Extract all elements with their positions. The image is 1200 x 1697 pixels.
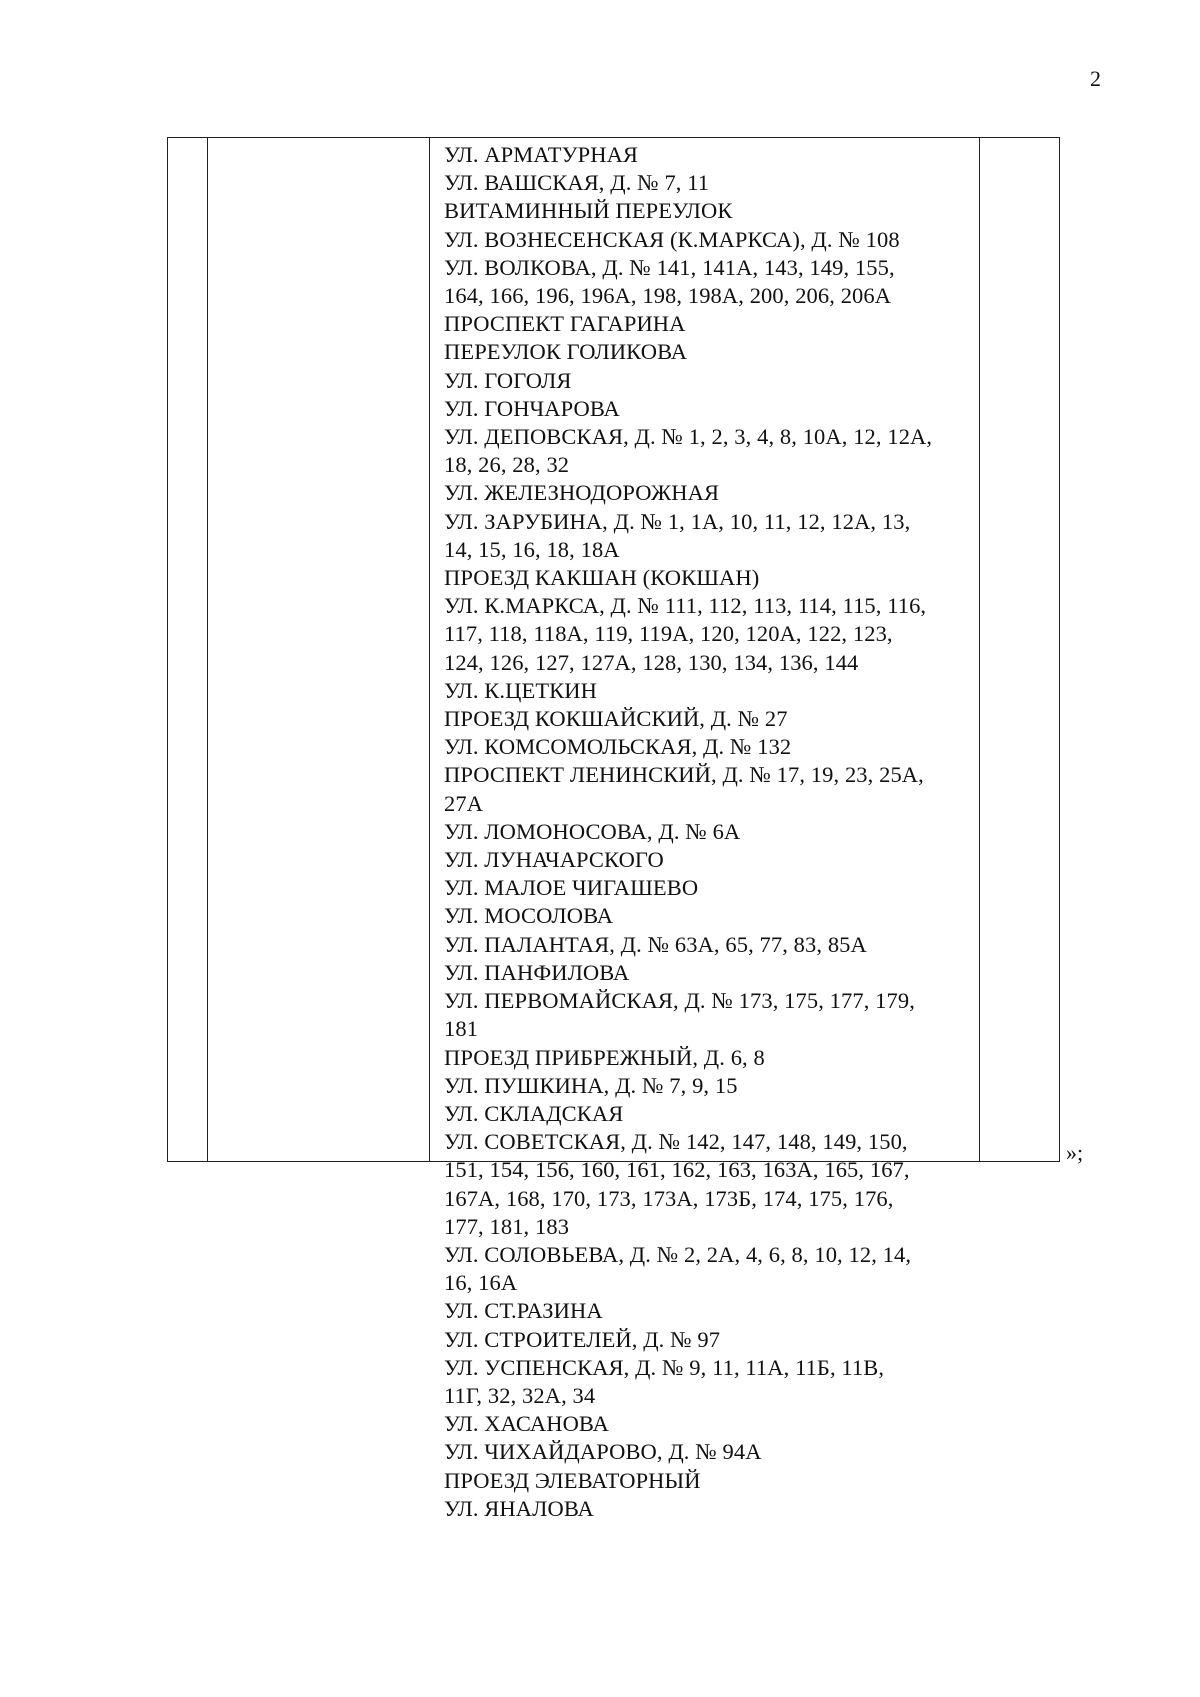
address-line: УЛ. ВОЗНЕСЕНСКАЯ (К.МАРКСА), Д. № 108 <box>444 226 900 252</box>
address-line: УЛ. ЖЕЛЕЗНОДОРОЖНАЯ <box>444 480 720 506</box>
address-line: ПЕРЕУЛОК ГОЛИКОВА <box>444 339 688 365</box>
address-line: УЛ. ГОНЧАРОВА <box>444 395 620 421</box>
address-line: УЛ. ВОЛКОВА, Д. № 141, 141А, 143, 149, 155, <box>444 254 895 280</box>
address-line: УЛ. СОВЕТСКАЯ, Д. № 142, 147, 148, 149, 150, <box>444 1129 908 1155</box>
address-line: УЛ. ЛОМОНОСОВА, Д. № 6А <box>444 818 741 844</box>
address-line: УЛ. СКЛАДСКАЯ <box>444 1100 624 1126</box>
address-line: ПРОЕЗД ЭЛЕВАТОРНЫЙ <box>444 1467 701 1493</box>
address-line: 117, 118, 118А, 119, 119А, 120, 120А, 122, 123, <box>444 621 893 647</box>
address-line: 167А, 168, 170, 173, 173А, 173Б, 174, 175, 176, <box>444 1185 894 1211</box>
address-line: 27А <box>444 790 484 816</box>
address-line: УЛ. ЧИХАЙДАРОВО, Д. № 94А <box>444 1439 762 1465</box>
address-line: 124, 126, 127, 127А, 128, 130, 134, 136, 144 <box>444 649 859 675</box>
address-table <box>167 137 1060 1521</box>
address-line: 164, 166, 196, 196А, 198, 198А, 200, 206, 206А <box>444 283 892 309</box>
address-line: ПРОЕЗД ПРИБРЕЖНЫЙ, Д. 6, 8 <box>444 1044 765 1070</box>
address-line: УЛ. МОСОЛОВА <box>444 903 614 929</box>
page-number: 2 <box>1090 66 1101 91</box>
address-line: ПРОЕЗД КАКШАН (КОКШАН) <box>444 565 760 591</box>
address-line: УЛ. К.ЦЕТКИН <box>444 677 597 703</box>
address-line: УЛ. МАЛОЕ ЧИГАШЕВО <box>444 875 699 901</box>
address-line: 181 <box>444 1016 479 1042</box>
address-line: ВИТАМИННЫЙ ПЕРЕУЛОК <box>444 198 733 224</box>
address-line: УЛ. ПАНФИЛОВА <box>444 959 630 985</box>
address-line: ПРОЕЗД КОКШАЙСКИЙ, Д. № 27 <box>444 706 788 732</box>
address-line: ПРОСПЕКТ ГАГАРИНА <box>444 311 686 337</box>
address-line: УЛ. ДЕПОВСКАЯ, Д. № 1, 2, 3, 4, 8, 10А, 12, 12А, <box>444 424 933 450</box>
address-line: 151, 154, 156, 160, 161, 162, 163, 163А, 165, 167, <box>444 1157 910 1183</box>
address-line: УЛ. ВАШСКАЯ, Д. № 7, 11 <box>444 170 710 196</box>
column-divider-1 <box>207 138 208 1161</box>
address-line: УЛ. ПЕРВОМАЙСКАЯ, Д. № 173, 175, 177, 179, <box>444 988 915 1014</box>
address-line: УЛ. ПАЛАНТАЯ, Д. № 63А, 65, 77, 83, 85А <box>444 931 867 957</box>
address-line: УЛ. УСПЕНСКАЯ, Д. № 9, 11, 11А, 11Б, 11В, <box>444 1354 885 1380</box>
address-line: УЛ. КОМСОМОЛЬСКАЯ, Д. № 132 <box>444 734 792 760</box>
address-line: УЛ. ХАСАНОВА <box>444 1411 609 1437</box>
address-line: 18, 26, 28, 32 <box>444 452 570 478</box>
street-address-list <box>444 141 974 1523</box>
address-line: УЛ. СТ.РАЗИНА <box>444 1298 603 1324</box>
address-line: УЛ. ЯНАЛОВА <box>444 1495 594 1521</box>
address-line: УЛ. ГОГОЛЯ <box>444 367 572 393</box>
closing-quote-mark: »; <box>1066 1140 1084 1165</box>
column-divider-2 <box>429 138 430 1161</box>
address-line: УЛ. ПУШКИНА, Д. № 7, 9, 15 <box>444 1072 738 1098</box>
address-line: УЛ. СОЛОВЬЕВА, Д. № 2, 2А, 4, 6, 8, 10, 12, 14, <box>444 1241 912 1267</box>
address-line: ПРОСПЕКТ ЛЕНИНСКИЙ, Д. № 17, 19, 23, 25А, <box>444 762 924 788</box>
address-line: УЛ. К.МАРКСА, Д. № 111, 112, 113, 114, 115, 116, <box>444 593 927 619</box>
address-line: 14, 15, 16, 18, 18А <box>444 536 620 562</box>
address-line: УЛ. ЗАРУБИНА, Д. № 1, 1А, 10, 11, 12, 12А, 13, <box>444 508 911 534</box>
address-line: 11Г, 32, 32А, 34 <box>444 1382 596 1408</box>
address-line: 16, 16А <box>444 1270 518 1296</box>
address-line: УЛ. АРМАТУРНАЯ <box>444 142 639 167</box>
address-line: 177, 181, 183 <box>444 1213 570 1239</box>
column-divider-3 <box>979 138 980 1161</box>
address-line: УЛ. СТРОИТЕЛЕЙ, Д. № 97 <box>444 1326 721 1352</box>
address-line: УЛ. ЛУНАЧАРСКОГО <box>444 847 664 873</box>
